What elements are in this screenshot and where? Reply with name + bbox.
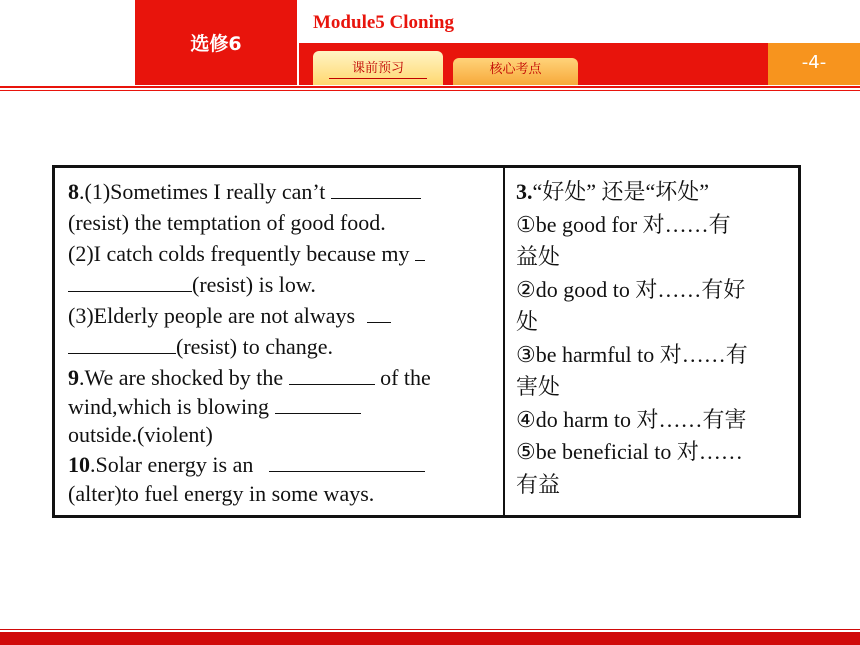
notes-line: ③be harmful to 对……有 bbox=[516, 341, 748, 367]
q8-line-4: (resist) is low. bbox=[68, 269, 493, 300]
blank-input[interactable] bbox=[68, 331, 176, 354]
notes-title: 3.“好处” 还是“坏处” bbox=[516, 179, 710, 204]
column-divider bbox=[503, 168, 505, 515]
q9-line-3: outside.(violent) bbox=[68, 422, 213, 447]
q8-line-5: (3)Elderly people are not always bbox=[68, 300, 493, 331]
q9-number: 9 bbox=[68, 365, 79, 390]
q9-line-1: 9.We are shocked by the of the bbox=[68, 362, 493, 391]
tab-preview-underline bbox=[329, 78, 427, 79]
blank-input[interactable] bbox=[68, 269, 192, 292]
q8-number: 8 bbox=[68, 179, 79, 204]
q10-line-1: 10.Solar energy is an bbox=[68, 449, 493, 478]
notes-column bbox=[516, 176, 796, 501]
notes-line: ②do good to 对……有好 bbox=[516, 276, 746, 302]
blank-input[interactable] bbox=[289, 362, 375, 385]
notes-line: 害处 bbox=[516, 374, 561, 399]
book-label: 选修6 bbox=[190, 33, 242, 55]
q9-line-2: wind,which is blowing bbox=[68, 391, 493, 420]
notes-line: ①be good for 对……有 bbox=[516, 211, 731, 237]
header-rule-thin bbox=[0, 90, 860, 91]
footer-rule-thin bbox=[0, 629, 860, 630]
tab-preview[interactable] bbox=[313, 51, 443, 85]
tab-preview-label: 课前预习 bbox=[351, 61, 404, 76]
blank-input[interactable] bbox=[415, 238, 425, 261]
q10-line-2: (alter)to fuel energy in some ways. bbox=[68, 481, 375, 506]
blank-input[interactable] bbox=[275, 391, 361, 414]
header-rule bbox=[0, 86, 860, 88]
q8-line-6: (resist) to change. bbox=[68, 331, 493, 362]
page-number: -4- bbox=[801, 52, 827, 73]
exercise-column bbox=[68, 176, 493, 509]
module-title: Module5 Cloning bbox=[313, 12, 454, 33]
notes-line: 有益 bbox=[516, 471, 561, 497]
blank-input[interactable] bbox=[367, 300, 391, 323]
q8-line-1: 8.(1)Sometimes I really can’t bbox=[68, 176, 493, 207]
notes-line: ④do harm to 对……有害 bbox=[516, 406, 747, 432]
tab-key-points[interactable] bbox=[453, 58, 578, 85]
exercise-box bbox=[52, 165, 801, 518]
q8-line-3: (2)I catch colds frequently because my bbox=[68, 238, 493, 269]
tab-key-points-label: 核心考点 bbox=[489, 62, 542, 77]
notes-line: ⑤be beneficial to 对…… bbox=[516, 439, 743, 464]
q8-line-2: (resist) the temptation of good food. bbox=[68, 210, 386, 235]
notes-number: 3. bbox=[516, 179, 533, 204]
q10-number: 10 bbox=[68, 452, 90, 477]
blank-input[interactable] bbox=[269, 449, 425, 472]
blank-input[interactable] bbox=[331, 176, 421, 199]
notes-line: 益处 bbox=[516, 244, 561, 269]
notes-line: 处 bbox=[516, 309, 539, 334]
footer-rule bbox=[0, 632, 860, 645]
